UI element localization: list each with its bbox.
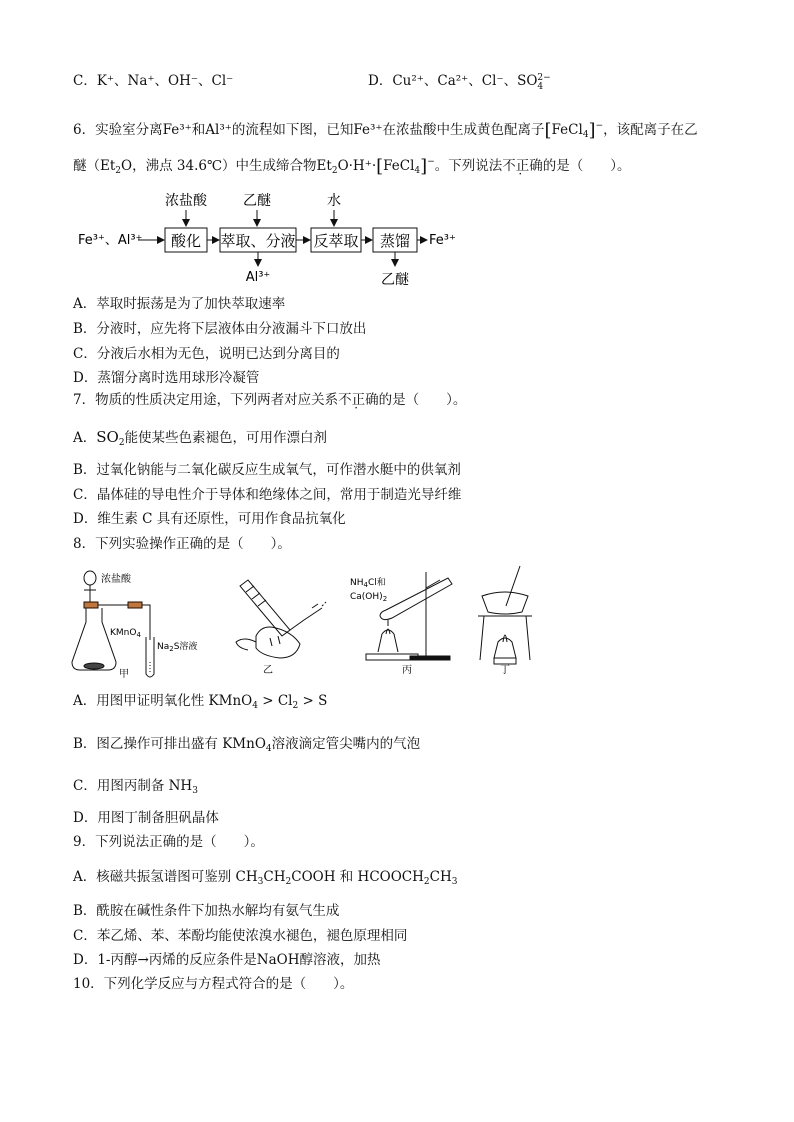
option-label: C． bbox=[73, 73, 97, 89]
q9-option-b: B．酰胺在碱性条件下加热水解均有氨气生成 bbox=[73, 903, 340, 919]
label-bing: 丙 bbox=[402, 665, 412, 676]
label-jia: 甲 bbox=[119, 669, 129, 680]
q7-option-a: A．$SO_2$能使某些色素褪色，可用作漂白剂 bbox=[73, 428, 328, 448]
flow-reagent-2: 乙醚 bbox=[243, 193, 271, 209]
flow-step-2: 萃取、分液 bbox=[220, 232, 296, 250]
q8-option-c: C．用图丙制备 $NH_3$ bbox=[73, 778, 198, 796]
option-text: K⁺、Na⁺、OH⁻、Cl⁻ bbox=[96, 73, 234, 89]
jia-kmno4-label: KMnO$_4$ bbox=[110, 628, 141, 639]
apparatus-yi bbox=[236, 580, 326, 658]
q7-option-b: B．过氧化钠能与二氧化碳反应生成氧气，可作潜水艇中的供氧剂 bbox=[73, 462, 461, 478]
q6-stem-line1: 6．实验室分离Fe³⁺和Al³⁺的流程如下图，已知Fe³⁺在浓盐酸中生成黄色配离子[FeCl$_4$]−，该配离子在乙 bbox=[73, 120, 698, 141]
q9-option-d: D．1-丙醇→丙烯的反应条件是NaOH醇溶液，加热 bbox=[73, 952, 381, 968]
apparatus-ding bbox=[478, 566, 532, 664]
q7-option-d: D．维生素 C 具有还原性，可用作食品抗氧化 bbox=[73, 511, 346, 527]
sulfate-subsup: 2− 4 bbox=[537, 73, 551, 92]
q8-apparatus-figures bbox=[0, 562, 794, 682]
bing-reagent-1: $NH_4Cl$和 bbox=[350, 578, 386, 589]
q8-stem: 8．下列实验操作正确的是（ ）。 bbox=[73, 536, 291, 552]
q10-stem: 10．下列化学反应与方程式符合的是（ ）。 bbox=[73, 976, 354, 992]
emphasis-text: 不正确 bbox=[338, 392, 379, 408]
complex-ion: FeCl bbox=[551, 122, 583, 138]
q5-option-c bbox=[73, 72, 233, 90]
option-text: Cu²⁺、Ca²⁺、Cl⁻、SO bbox=[392, 73, 538, 89]
q5-option-d bbox=[368, 72, 551, 92]
flow-step-1: 酸化 bbox=[170, 232, 202, 250]
q6-option-b: B．分液时，应先将下层液体由分液漏斗下口放出 bbox=[73, 321, 367, 337]
flow-reagent-1: 浓盐酸 bbox=[165, 193, 207, 209]
q7-stem: 7．物质的性质决定用途，下列两者对应关系不正确的是（ ）。 bbox=[73, 392, 467, 408]
label-ding: 丁 bbox=[500, 665, 510, 676]
option-label: D． bbox=[368, 73, 393, 89]
flow-step-4: 蒸馏 bbox=[379, 232, 411, 250]
q7-option-c: C．晶体硅的导电性介于导体和绝缘体之间，常用于制造光导纤维 bbox=[73, 487, 462, 503]
q6-option-d: D．蒸馏分离时选用球形冷凝管 bbox=[73, 370, 260, 386]
flow-start: Fe³⁺、Al³⁺ bbox=[78, 233, 143, 248]
flow-out-1: Al³⁺ bbox=[245, 270, 271, 285]
flow-step-3: 反萃取 bbox=[313, 232, 359, 250]
q6-option-a: A．萃取时振荡是为了加快萃取速率 bbox=[73, 296, 286, 312]
q6-option-c: C．分液后水相为无色，说明已达到分离目的 bbox=[73, 346, 340, 362]
q8-option-a: A．用图甲证明氧化性 KMnO$_4$ > $Cl_2 > S$ bbox=[73, 693, 328, 711]
emphasis-text: 不正确 bbox=[502, 158, 543, 174]
flow-end: Fe³⁺ bbox=[429, 233, 456, 248]
bing-reagent-2: $Ca(OH)_2$ bbox=[350, 592, 388, 603]
q9-stem: 9．下列说法正确的是（ ）。 bbox=[73, 834, 264, 850]
apparatus-jia bbox=[72, 571, 154, 677]
flow-out-2: 乙醚 bbox=[381, 272, 409, 288]
jia-reagent-label: 浓盐酸 bbox=[101, 574, 131, 585]
flow-reagent-3: 水 bbox=[327, 193, 341, 209]
q8-option-d: D．用图丁制备胆矾晶体 bbox=[73, 810, 219, 826]
q6-flow-diagram bbox=[0, 188, 794, 288]
q6-stem-line2: 醚（$Et_2O$，沸点 34.6℃）中生成缔合物$Et_2O\cdot H^+\cdot[FeCl_4]^-$。下列说法不正确的是（ ）。 bbox=[73, 156, 631, 177]
label-yi: 乙 bbox=[263, 665, 273, 676]
q9-option-a: A．核磁共振氢谱图可鉴别 $CH_3CH_2COOH$ 和 $HCOOCH_2CH_3$ bbox=[73, 869, 458, 887]
q9-option-c: C．苯乙烯、苯、苯酚均能使浓溴水褪色，褪色原理相同 bbox=[73, 928, 408, 944]
q8-option-b: B．图乙操作可排出盛有 KMnO$_4$溶液滴定管尖嘴内的气泡 bbox=[73, 736, 421, 754]
jia-na2s-label: $Na_2S$溶液 bbox=[157, 642, 198, 653]
